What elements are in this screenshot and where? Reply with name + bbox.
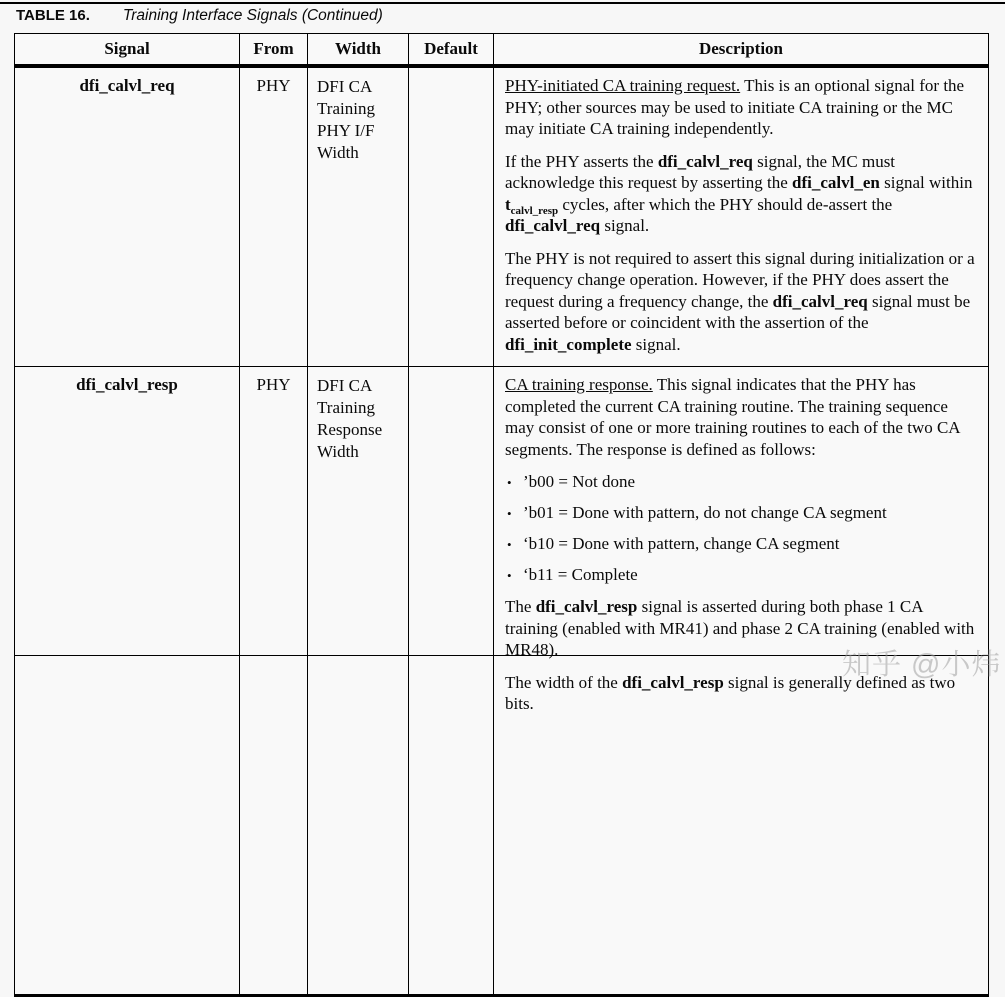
- text-segment: If the PHY asserts the: [505, 151, 658, 171]
- bullet-icon: •: [507, 475, 512, 490]
- table-header-row: [15, 34, 988, 68]
- width-cell: [308, 656, 409, 994]
- list-item-text: [523, 502, 887, 525]
- text-segment: The width of the: [505, 672, 623, 692]
- text-segment: cycles, after which the PHY should de-assert the: [558, 194, 893, 214]
- signal-cell: [15, 656, 240, 994]
- table-body: [15, 68, 988, 996]
- list-item-text: [523, 564, 638, 587]
- default-cell: [409, 68, 494, 366]
- text-segment: signal.: [600, 216, 650, 235]
- text-segment: calvl_resp: [510, 204, 559, 217]
- from-cell: PHY: [240, 367, 308, 726]
- text-segment: The: [505, 597, 536, 616]
- signal-cell: dfi_calvl_req: [15, 68, 240, 366]
- list-item: [507, 471, 976, 494]
- top-horizontal-rule: [0, 2, 1005, 4]
- text-segment: signal within: [879, 173, 973, 192]
- text-segment: This signal indicates that the PHY has completed the current CA training routine. The training sequence may consist of one or more training routines to each of the two CA segments. The response is defined as follows:: [505, 375, 960, 459]
- table-caption: [16, 7, 383, 25]
- list-item-text: [523, 533, 839, 556]
- description-paragraph: [505, 151, 976, 237]
- watermark: 知乎 @小炜: [842, 649, 1002, 681]
- text-segment: dfi_calvl_resp: [622, 672, 724, 692]
- description-paragraph: [505, 596, 976, 661]
- bullet-icon: •: [507, 506, 512, 521]
- table-row: [15, 656, 988, 996]
- header-description: Description: [698, 39, 784, 58]
- text-segment: t: [505, 194, 511, 214]
- text-segment: dfi_calvl_req: [505, 216, 601, 235]
- description-paragraph: [505, 374, 976, 460]
- text-segment: signal is generally defined as two bits.: [505, 672, 956, 713]
- width-cell: DFI CA Training PHY I/F Width: [308, 68, 409, 366]
- default-cell: [409, 656, 494, 994]
- text-segment: PHY-initiated CA training request.: [505, 76, 741, 95]
- response-values-list: [507, 471, 976, 587]
- text-segment: dfi_init_complete: [505, 334, 632, 354]
- header-from: From: [240, 34, 308, 64]
- description-paragraph: [505, 248, 976, 356]
- text-segment: signal must be asserted before or coincident with the assertion of the: [505, 291, 971, 332]
- description-cell: [494, 656, 988, 994]
- description-paragraph: [505, 75, 976, 140]
- text-segment: dfi_calvl_en: [792, 173, 880, 192]
- header-default: Default: [409, 34, 494, 64]
- text-segment: CA training response.: [505, 375, 653, 394]
- signals-table: [14, 33, 989, 997]
- text-segment: ’b00 = Not done: [523, 472, 636, 491]
- list-item-text: [523, 471, 635, 494]
- text-segment: ’b01 = Done with pattern, do not change CA segment: [523, 503, 887, 522]
- from-cell: [240, 656, 308, 994]
- list-item: [507, 502, 976, 525]
- bullet-icon: •: [507, 568, 512, 583]
- text-segment: signal is asserted during both phase 1 CA training (enabled with MR41) and phase 2 CA training (enabled with MR48).: [505, 597, 975, 659]
- description-cell: [494, 68, 988, 366]
- text-segment: dfi_calvl_req: [657, 151, 753, 171]
- list-item: [507, 533, 976, 556]
- table-caption-title: Training Interface Signals (Continued): [122, 7, 383, 24]
- table-caption-label: TABLE 16.: [16, 7, 90, 24]
- list-item: [507, 564, 976, 587]
- text-segment: signal, the MC must acknowledge this request by asserting the: [505, 151, 896, 192]
- signal-cell: dfi_calvl_resp: [15, 367, 240, 726]
- table-row: [15, 68, 988, 367]
- bullet-icon: •: [507, 537, 512, 552]
- header-width: Width: [308, 34, 409, 64]
- header-signal: Signal: [15, 34, 240, 64]
- text-segment: signal.: [631, 334, 681, 354]
- text-segment: The PHY is not required to assert this signal during initialization or a frequency change operation. However, if the PHY does assert the request during a frequency change, the: [505, 248, 975, 311]
- text-segment: ‘b11 = Complete: [523, 565, 638, 584]
- text-segment: dfi_calvl_req: [772, 291, 868, 311]
- text-segment: This is an optional signal for the PHY; other sources may be used to initiate CA training or the MC may initiate CA training independently.: [505, 76, 965, 138]
- text-segment: dfi_calvl_resp: [535, 597, 638, 616]
- text-segment: ‘b10 = Done with pattern, change CA segment: [523, 534, 840, 553]
- width-cell: DFI CA Training Response Width: [308, 367, 409, 726]
- from-cell: PHY: [240, 68, 308, 366]
